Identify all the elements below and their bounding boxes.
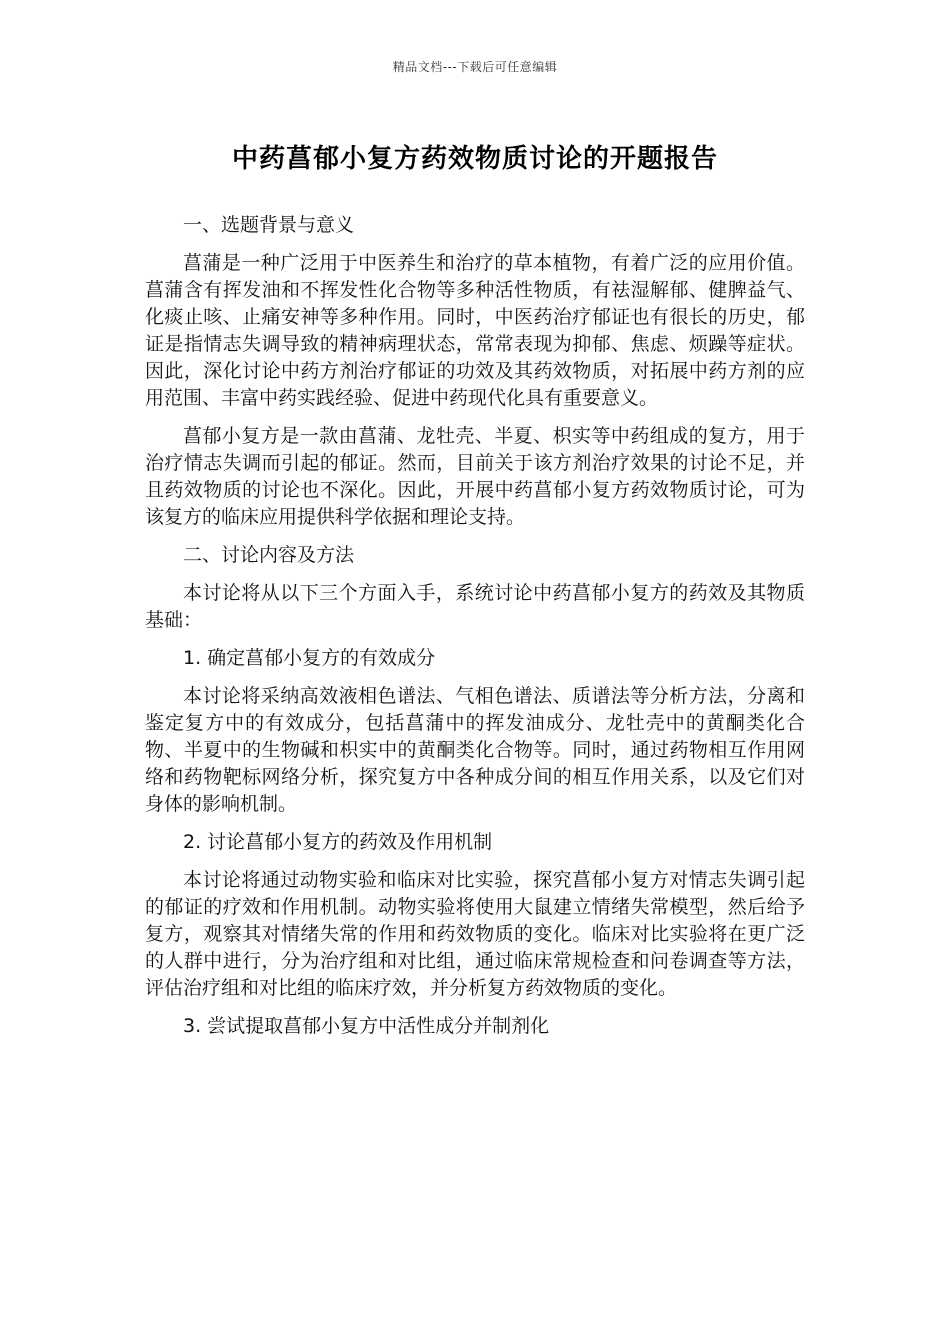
paragraph-item-1: 本讨论将采纳高效液相色谱法、气相色谱法、质谱法等分析方法，分离和鉴定复方中的有效成分，包括菖蒲中的挥发油成分、龙牡壳中的黄酮类化合物、半夏中的生物碱和枳实中的黄酮类化合物等。同时，通过药物相互作用网络和药物靶标网络分析，探究复方中各种成分间的相互作用关系，以及它们对身体的影响机制。 [145,685,805,815]
paragraph-background-2: 菖郁小复方是一款由菖蒲、龙牡壳、半夏、枳实等中药组成的复方，用于治疗情志失调而引起的郁证。然而，目前关于该方剂治疗效果的讨论不足，并且药效物质的讨论也不深化。因此，开展中药菖郁小复方药效物质讨论，可为该复方的临床应用提供科学依据和理论支持。 [145,425,805,528]
subheading-item-3: 3. 尝试提取菖郁小复方中活性成分并制剂化 [183,1015,550,1037]
section-heading-background: 一、选题背景与意义 [183,214,355,236]
document-title: 中药菖郁小复方药效物质讨论的开题报告 [231,144,718,174]
subheading-item-1: 1. 确定菖郁小复方的有效成分 [183,647,436,669]
section-heading-methods: 二、讨论内容及方法 [183,544,355,566]
paragraph-background-1: 菖蒲是一种广泛用于中医养生和治疗的草本植物，有着广泛的应用价值。菖蒲含有挥发油和不挥发性化合物等多种活性物质，有祛湿解郁、健脾益气、化痰止咳、止痛安神等多种作用。同时，中医药治疗郁证也有很长的历史，郁证是指情志失调导致的精神病理状态，常常表现为抑郁、焦虑、烦躁等症状。因此，深化讨论中药方剂治疗郁证的功效及其药效物质，对拓展中药方剂的应用范围、丰富中药实践经验、促进中药现代化具有重要意义。 [145,252,805,409]
subheading-item-2: 2. 讨论菖郁小复方的药效及作用机制 [183,831,493,853]
header-note: 精品文档---下载后可任意编辑 [392,60,558,74]
document-body [145,212,805,1051]
paragraph-methods-intro: 本讨论将从以下三个方面入手，系统讨论中药菖郁小复方的药效及其物质基础： [145,582,805,631]
paragraph-item-2: 本讨论将通过动物实验和临床对比实验，探究菖郁小复方对情志失调引起的郁证的疗效和作用机制。动物实验将使用大鼠建立情绪失常模型，然后给予复方，观察其对情绪失常的作用和药效物质的变化。临床对比实验将在更广泛的人群中进行，分为治疗组和对比组，通过临床常规检查和问卷调查等方法，评估治疗组和对比组的临床疗效，并分析复方药效物质的变化。 [145,869,805,999]
